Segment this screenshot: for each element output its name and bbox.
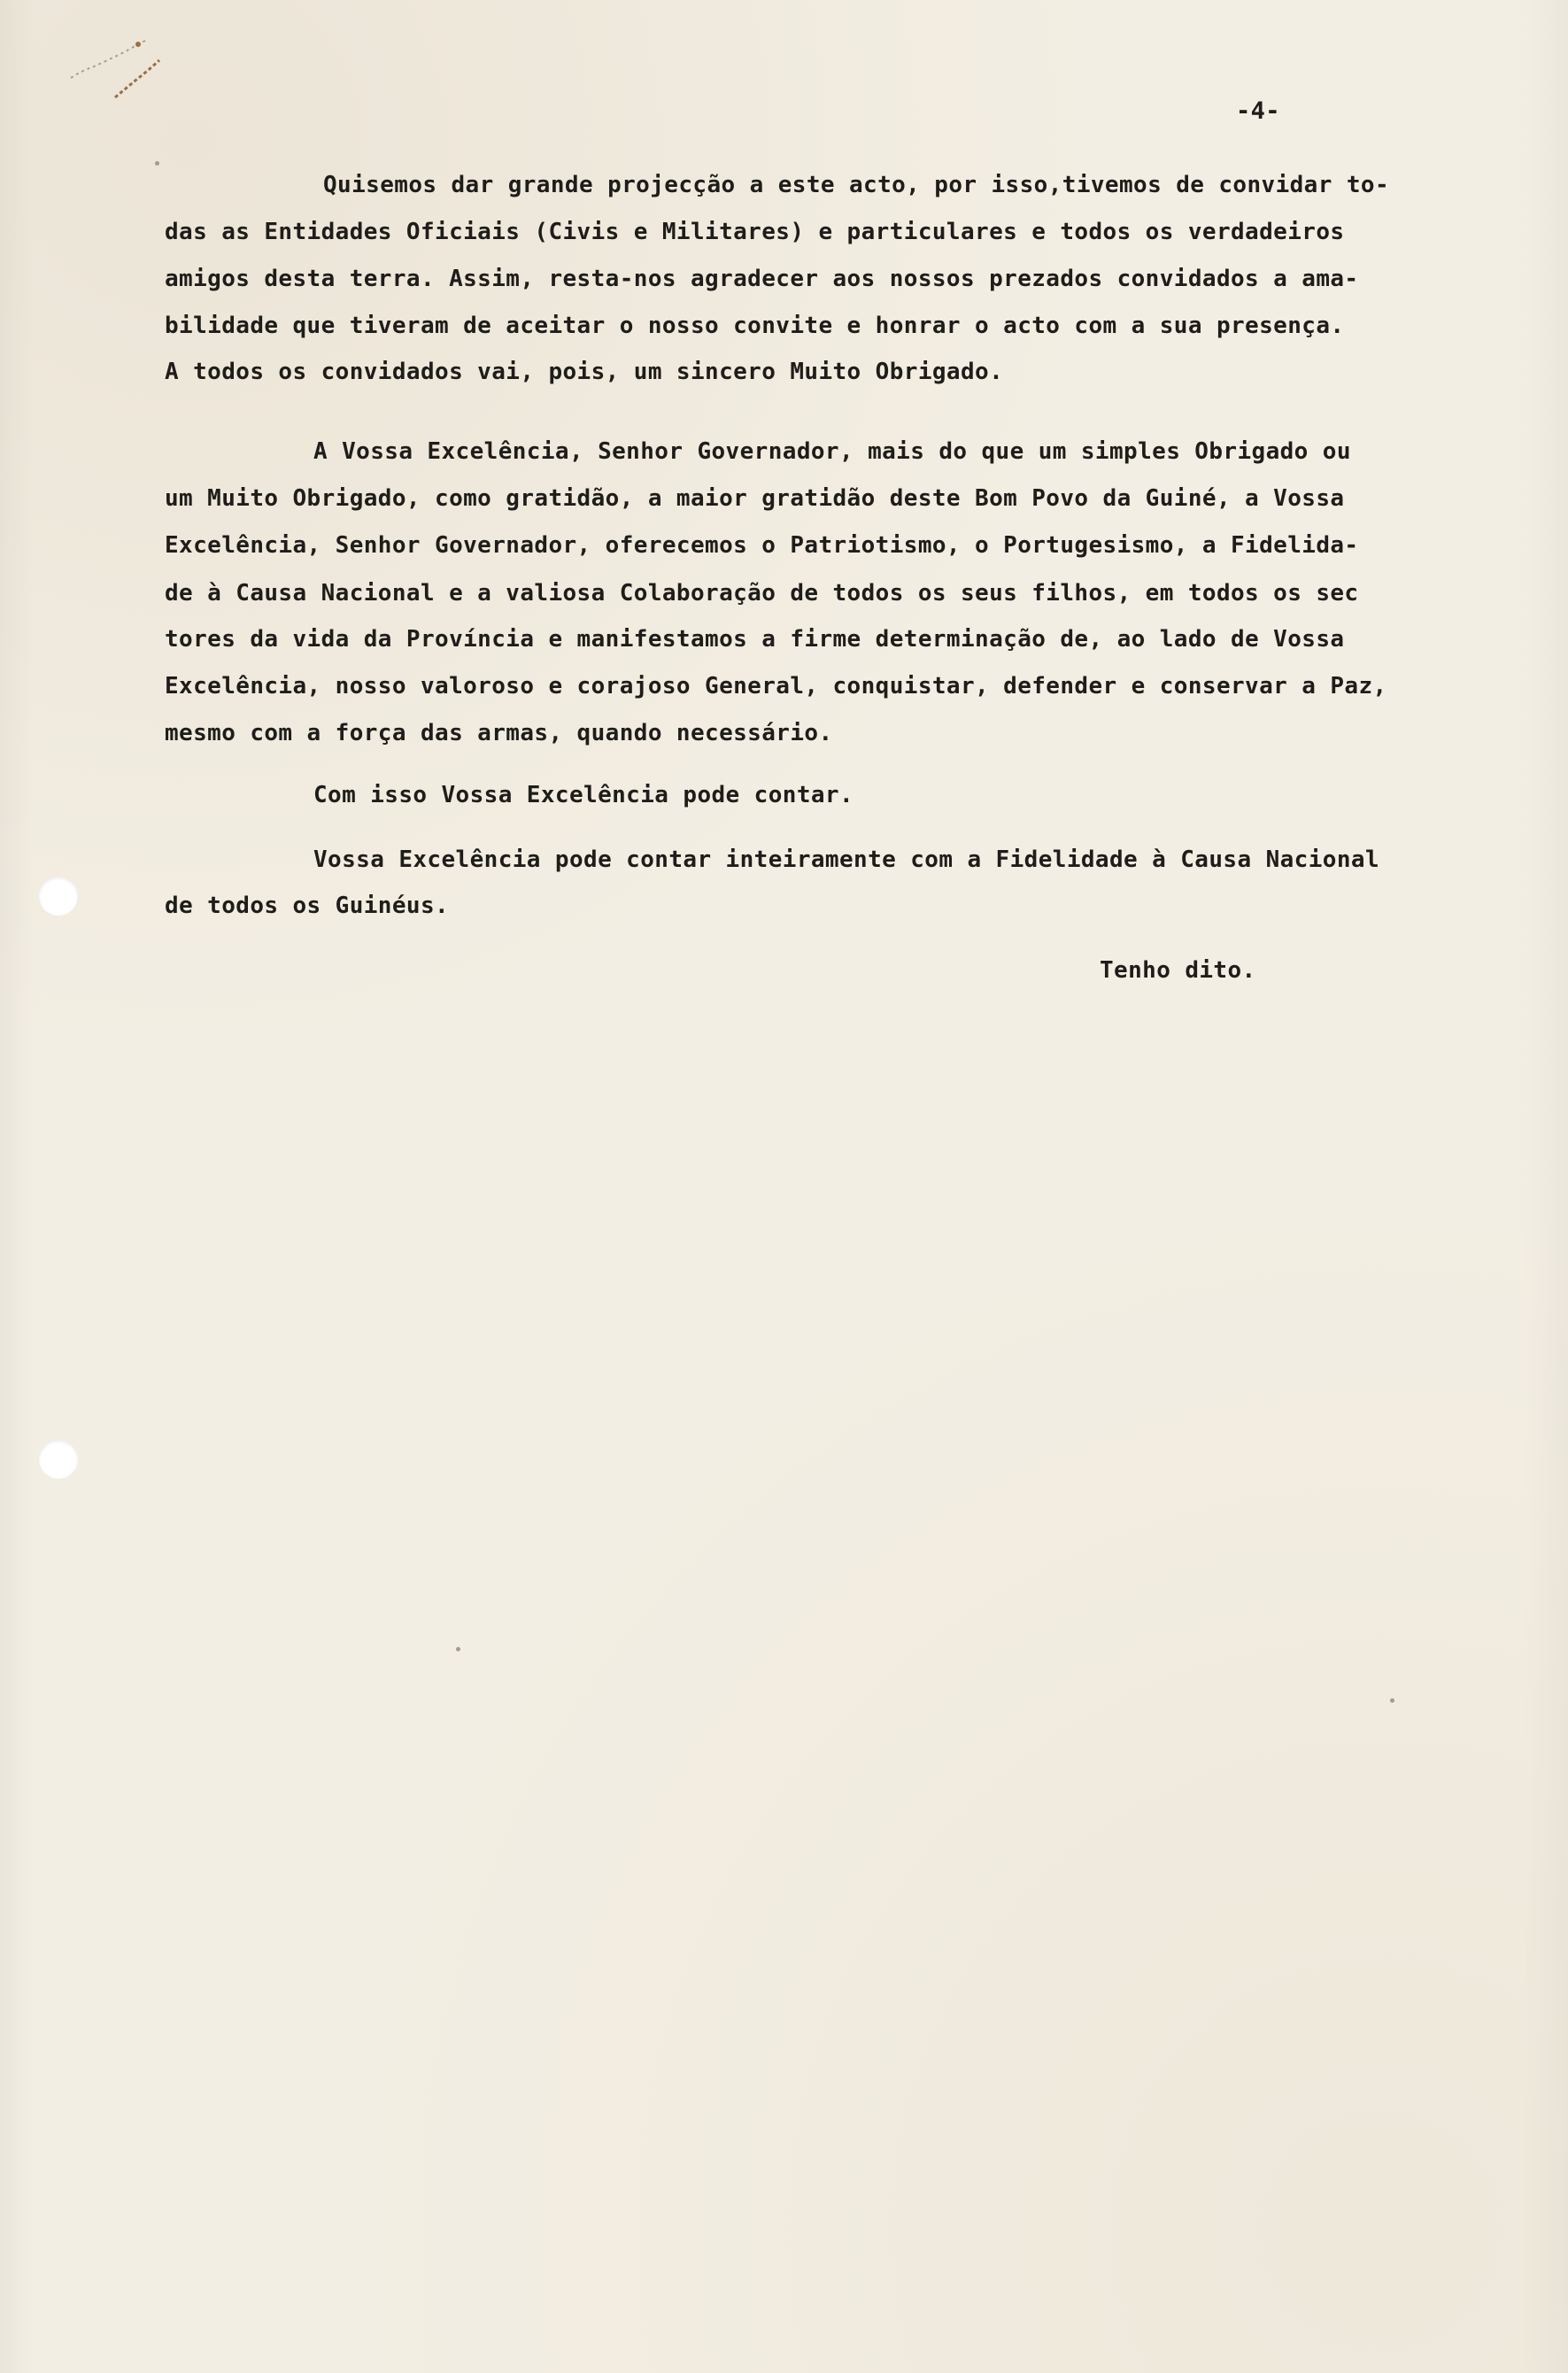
paragraph-2-line-3: Excelência, Senhor Governador, oferecemos o Patriotismo, o Portugesismo, a Fidelida- [165,532,1359,559]
paragraph-1-line-4: bilidade que tiveram de aceitar o nosso convite e honrar o acto com a sua presença. [165,313,1345,339]
paragraph-2-line-5: tores da vida da Província e manifestamos a firme determinação de, ao lado de Vossa [165,626,1345,653]
punch-hole-lower [39,1440,78,1479]
paragraph-3-line-1: Com isso Vossa Excelência pode contar. [313,782,854,808]
punch-hole-upper [39,877,78,916]
paragraph-2-line-7: mesmo com a força das armas, quando necessário. [165,720,833,746]
corner-ink-smudge [64,35,188,133]
paragraph-1-line-3: amigos desta terra. Assim, resta-nos agradecer aos nossos prezados convidados a ama- [165,266,1359,292]
paragraph-2-line-6: Excelência, nosso valoroso e corajoso General, conquistar, defender e conservar a Paz, [165,673,1387,700]
paragraph-1-line-1: Quisemos dar grande projecção a este acto, por isso,tivemos de convidar to- [323,172,1389,198]
paragraph-4-line-2: de todos os Guinéus. [165,893,450,919]
stray-mark [1390,1698,1394,1703]
page-number: -4- [1236,97,1280,125]
paragraph-4-line-1: Vossa Excelência pode contar inteiramente com a Fidelidade à Causa Nacional [313,846,1379,873]
paragraph-2-line-1: A Vossa Excelência, Senhor Governador, mais do que um simples Obrigado ou [313,438,1351,465]
stray-mark [155,161,159,166]
paragraph-1-line-2: das as Entidades Oficiais (Civis e Militares) e particulares e todos os verdadeiros [165,219,1345,245]
paragraph-2-line-4: de à Causa Nacional e a valiosa Colaboração de todos os seus filhos, em todos os sec [165,580,1359,607]
paragraph-1-line-5: A todos os convidados vai, pois, um sincero Muito Obrigado. [165,359,1004,385]
closing-remark: Tenho dito. [1100,957,1256,984]
stray-mark [456,1647,460,1651]
paragraph-2-line-2: um Muito Obrigado, como gratidão, a maior gratidão deste Bom Povo da Guiné, a Vossa [165,485,1345,512]
